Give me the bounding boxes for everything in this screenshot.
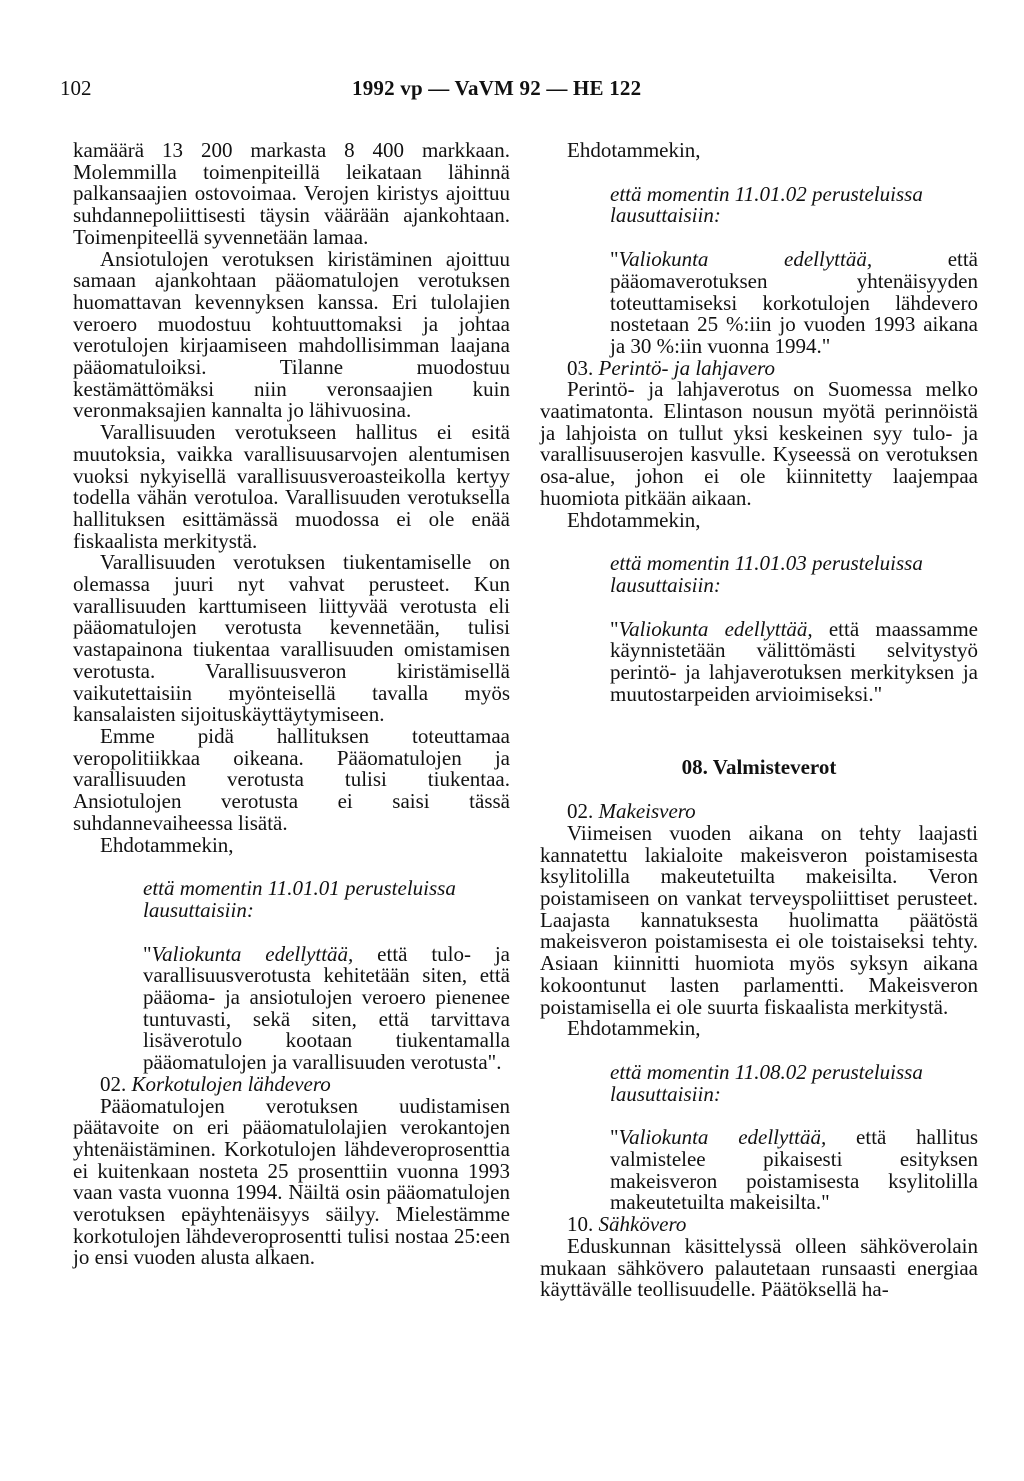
left-column — [73, 140, 510, 1269]
paragraph: kamäärä 13 200 markasta 8 400 markkaan. Molemmilla toimenpiteillä leikataan lähinnä palkansaajien ostovoimaa. Verojen kiristys ajoittuu suhdannepoliittisesti täysin väärään ajankohtaan. Toimenpiteellä syvennetään lamaa. — [73, 138, 510, 249]
quote-block: "Valiokunta edellyttää, että tulo- ja varallisuusverotusta kehitetään siten, että pääoma- ja ansiotulojen veroero pienenee tuntuvasti, sekä siten, että tarvittava lisäverotulo kootaan tiukentamalla pääomatulojen ja varallisuuden verotusta". — [143, 941, 510, 1075]
motion-text: että momentin 11.01.01 perusteluissa lausuttaisiin: — [143, 876, 456, 922]
proposal-line: Ehdotammekin, — [100, 832, 234, 857]
quote-lead: Valiokunta edellyttää, — [618, 247, 873, 272]
item-heading: 02. Makeisvero — [567, 799, 696, 824]
paragraph: Viimeisen vuoden aikana on tehty laajasti kannatettu lakialoite makeisveron poistamisesta ksylitolilla makeutetuilta makeisilta. Veron poistamiseen on vankat terveyspoliittiset perusteet. Laajasta kannatuksesta huolimatta päätöstä makeisveron poistamisesta ei ole toistaiseksi tehty. Asiaan kiinnitti huomiota myös syksyn aikana kokoontunut lasten parlamentti. Makeisveron poistamisella ei ole suurta fiskaalista merkitystä. — [540, 820, 978, 1019]
proposal-line: Ehdotammekin, — [567, 138, 701, 162]
paragraph: Emme pidä hallituksen toteuttamaa veropolitiikkaa oikeana. Pääomatulojen ja varallisuuden verotusta tulisi tiukentaa. Ansiotulojen verotusta ei saisi tässä suhdannevaiheessa lisätä. — [73, 723, 510, 835]
proposal-line: Ehdotammekin, — [567, 1016, 701, 1041]
right-column — [540, 140, 978, 1301]
quote-block: "Valiokunta edellyttää, että hallitus valmistelee pikaisesti esityksen makeisveron poistamisesta ksylitolilla makeutetuilta makeisilta." — [610, 1125, 978, 1215]
paragraph: Varallisuuden verotuksen tiukentamiselle on olemassa juuri nyt vahvat perusteet. Kun varallisuuden karttumiseen liittyvää verotusta eli pääomatulojen verotusta kevennetään, tulisi vastapainona tiukentaa varallisuuden omistamisen verotusta. Varallisuusveron kiristämisellä vaikutettaisiin myönteisellä tavalla myös kansalaisten sijoituskäyttäytymiseen. — [73, 550, 510, 727]
item-heading: 10. Sähkövero — [567, 1212, 687, 1237]
item-heading: 02. Korkotulojen lähdevero — [100, 1071, 331, 1096]
page-number: 102 — [60, 76, 92, 100]
paragraph: Varallisuuden verotukseen hallitus ei esitä muutoksia, vaikka varallisuusarvojen alentumisen vuoksi nykyisellä varallisuusveroasteikolla kertyy todella vähän verotuloa. Varallisuuden verotuksella hallituksen esittämässä muodossa ei ole enää fiskaalista merkitystä. — [73, 420, 510, 553]
quote-lead: Valiokunta edellyttää, — [618, 616, 813, 641]
item-heading: 03. Perintö- ja lahjavero — [567, 355, 776, 380]
paragraph: Pääomatulojen verotuksen uudistamisen päätavoite on eri pääomatulolajien verokantojen yhtenäistäminen. Korkotulojen lähdeveroprosenttia ei kuitenkaan nosteta 25 prosenttiin vuonna 1993 vaan vasta vuonna 1994. Näiltä osin pääomatulojen verotuksen epäyhtenäisyys säilyy. Mielestämme korkotulojen lähdeveroprosentti tulisi nostaa 25:een jo ensi vuoden alusta alkaen. — [73, 1093, 510, 1270]
proposal-line: Ehdotammekin, — [567, 507, 701, 532]
quote-lead: Valiokunta edellyttää, — [151, 941, 354, 966]
quote-block: "Valiokunta edellyttää, että maassamme käynnistetään välittömästi selvitystyö perintö- ja lahjaverotuksen merkityksen ja muutostarpeiden arvioimiseksi." — [610, 616, 978, 706]
quote-block: "Valiokunta edellyttää, että pääomaverotuksen yhtenäisyyden toteuttamiseksi korkotulojen lähdevero nostetaan 25 %:iin jo vuoden 1993 aikana ja 30 %:iin vuonna 1994." — [610, 247, 979, 358]
running-header: 1992 vp — VaVM 92 — HE 122 — [352, 76, 642, 100]
paragraph: Perintö- ja lahjaverotus on Suomessa melko vaatimatonta. Elintason nousun myötä perinnöistä ja lahjoista on tullut yksi keskeinen syy tulo- ja varallisuuserojen kasvulle. Kyseessä on verotuksen osa-alue, johon ei ole kiinnitetty laajempaa huomiota pitkään aikaan. — [540, 377, 978, 510]
paragraph: Ansiotulojen verotuksen kiristäminen ajoittuu samaan ajankohtaan pääomatulojen verotuksen huomattavan kevennyksen kanssa. Eri tulolajien veroero muodostuu kohtuuttomaksi ja johtaa verotulojen kirjaamiseen mahdollisimman laajana pääomatuloiksi. Tilanne muodostuu kestämättömäksi niin veronsaajien kuin veronmaksajien kannalta jo lähivuosina. — [73, 246, 510, 423]
quote-lead: Valiokunta edellyttää, — [618, 1125, 827, 1150]
motion-text: että momentin 11.01.03 perusteluissa lausuttaisiin: — [610, 551, 923, 597]
paragraph: Eduskunnan käsittelyssä olleen sähköverolain mukaan sähkövero palautetaan runsaasti energiaa käyttävälle teollisuudelle. Päätöksellä ha- — [540, 1233, 978, 1302]
section-title: 08. Valmisteverot — [681, 755, 837, 780]
motion-text: että momentin 11.01.02 perusteluissa lausuttaisiin: — [610, 181, 923, 228]
motion-text: että momentin 11.08.02 perusteluissa lausuttaisiin: — [610, 1059, 923, 1106]
